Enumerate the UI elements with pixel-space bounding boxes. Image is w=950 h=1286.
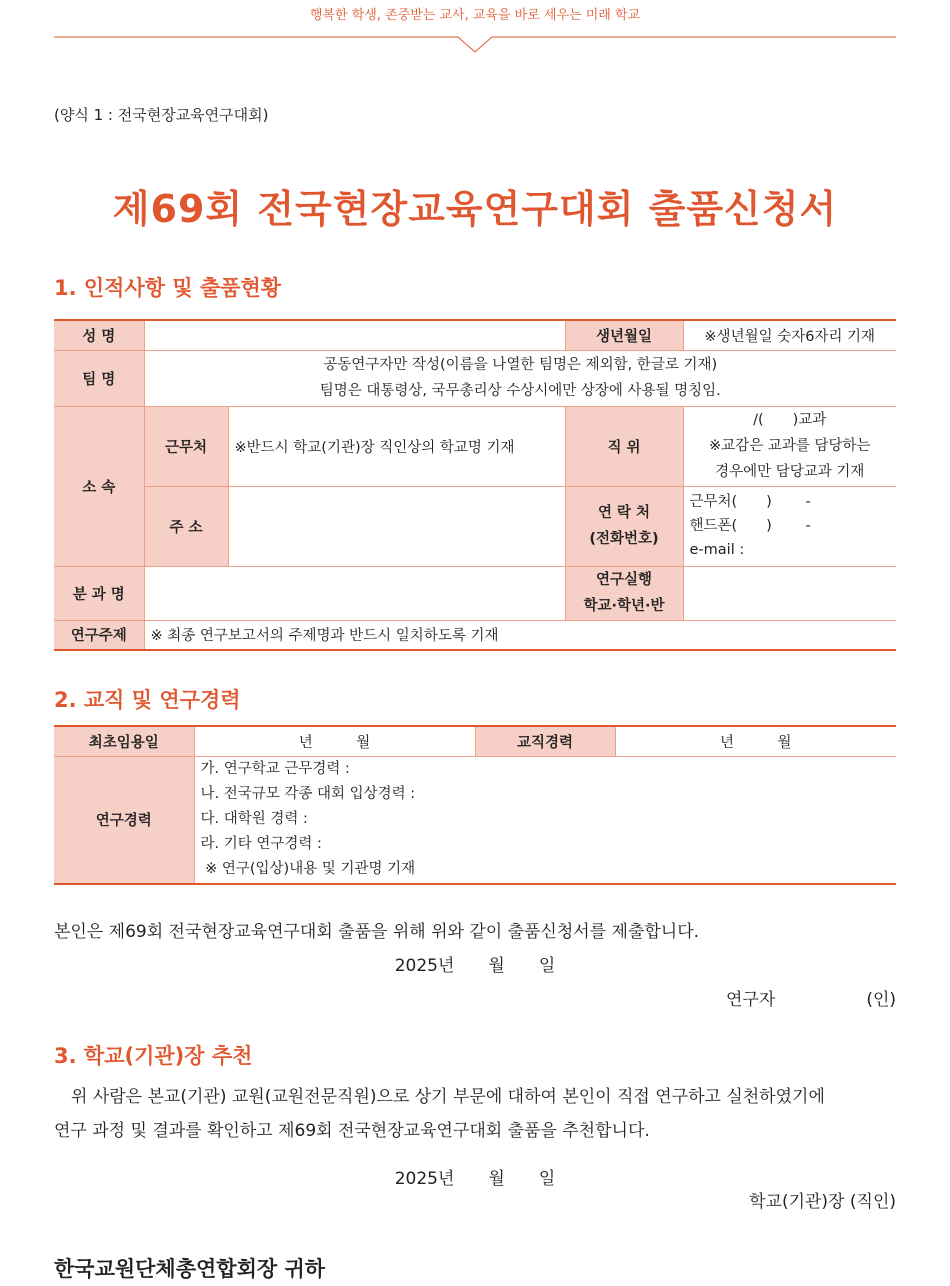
statement-date: 2025년 월 일 [394, 956, 556, 976]
research-item: ※ 연구(입상)내용 및 기관명 기재 [200, 861, 416, 878]
position-note-2: ※교감은 교과를 담당하는 [709, 438, 871, 454]
school-label-2: 학교·학년·반 [583, 598, 665, 614]
header-slogan: 행복한 학생, 존중받는 교사, 교육을 바로 세우는 미래 학교 [309, 8, 641, 23]
research-career-label: 연구경력 [54, 756, 194, 884]
research-item: 라. 기타 연구경력 : [200, 836, 322, 853]
research-item: 나. 전국규모 각종 대회 입상경력 : [200, 786, 416, 803]
research-item: 가. 연구학교 근무경력 : [200, 761, 350, 778]
name-field[interactable] [144, 320, 565, 350]
topic-label: 연구주제 [54, 620, 144, 650]
workplace-field[interactable]: ※반드시 학교(기관)장 직인상의 학교명 기재 [228, 406, 565, 486]
contact-label-1: 연 락 처 [597, 505, 651, 521]
form-number: (양식 1 : 전국현장교육연구대회) [54, 106, 269, 124]
topic-field[interactable]: ※ 최종 연구보고서의 주제명과 반드시 일치하도록 기재 [144, 620, 896, 650]
contact-phone: 핸드폰( ) - [689, 518, 811, 534]
research-item: 다. 대학원 경력 : [200, 811, 308, 828]
team-note-2: 팀명은 대통령상, 국무총리상 수상시에만 상장에 사용될 명칭임. [319, 383, 721, 399]
division-field[interactable] [144, 566, 565, 620]
teaching-career-label: 교직경력 [475, 726, 615, 756]
contact-work: 근무처( ) - [689, 494, 811, 510]
seal-mark: (인) [866, 990, 896, 1010]
contact-field[interactable] [683, 486, 896, 566]
birth-label: 생년월일 [565, 320, 683, 350]
recommendation-text [54, 1080, 896, 1148]
position-note-3: 경우에만 담당교과 기재 [715, 464, 865, 480]
position-note-1: /( )교과 [753, 412, 827, 428]
section1-heading: 1. 인적사항 및 출품현황 [54, 276, 282, 300]
contact-email: e-mail : [689, 542, 745, 558]
personal-info-table [54, 319, 896, 651]
recommendation-date: 2025년 월 일 [394, 1169, 556, 1189]
career-table [54, 725, 896, 885]
address-label: 주 소 [144, 486, 228, 566]
teaching-career-field[interactable]: 년 월 [615, 726, 896, 756]
workplace-label: 근무처 [144, 406, 228, 486]
section3-heading: 3. 학교(기관)장 추천 [54, 1044, 253, 1068]
position-field[interactable] [683, 406, 896, 486]
header-divider [54, 36, 896, 56]
contact-label [565, 486, 683, 566]
team-field[interactable] [144, 350, 896, 406]
division-label: 분 과 명 [54, 566, 144, 620]
name-label: 성 명 [54, 320, 144, 350]
first-appointment-field[interactable]: 년 월 [194, 726, 475, 756]
section2-heading: 2. 교직 및 연구경력 [54, 688, 241, 712]
addressee: 한국교원단체총연합회장 귀하 [54, 1257, 326, 1281]
contact-label-2: (전화번호) [589, 531, 659, 547]
research-career-field[interactable] [194, 756, 896, 884]
page-title: 제69회 전국현장교육연구대회 출품신청서 [112, 187, 838, 231]
address-field[interactable] [228, 486, 565, 566]
principal-signature: 학교(기관)장 (직인) [749, 1192, 896, 1212]
researcher-label: 연구자 [726, 990, 776, 1010]
school-label [565, 566, 683, 620]
team-label: 팀 명 [54, 350, 144, 406]
school-label-1: 연구실행 [595, 572, 653, 588]
statement-text: 본인은 제69회 전국현장교육연구대회 출품을 위해 위와 같이 출품신청서를 제출합니다. [54, 922, 700, 942]
position-label: 직 위 [565, 406, 683, 486]
team-note-1: 공동연구자만 작성(이름을 나열한 팀명은 제외함, 한글로 기재) [323, 357, 718, 373]
recommendation-line-2: 연구 과정 및 결과를 확인하고 제69회 전국현장교육연구대회 출품을 추천합니다. [54, 1121, 650, 1141]
school-field[interactable] [683, 566, 896, 620]
birth-field[interactable]: ※생년월일 숫자6자리 기재 [683, 320, 896, 350]
first-appointment-label: 최초임용일 [54, 726, 194, 756]
affiliation-label: 소 속 [54, 406, 144, 566]
recommendation-line-1: 위 사람은 본교(기관) 교원(교원전문직원)으로 상기 부문에 대하여 본인이 직접 연구하고 실천하였기에 [54, 1087, 825, 1107]
